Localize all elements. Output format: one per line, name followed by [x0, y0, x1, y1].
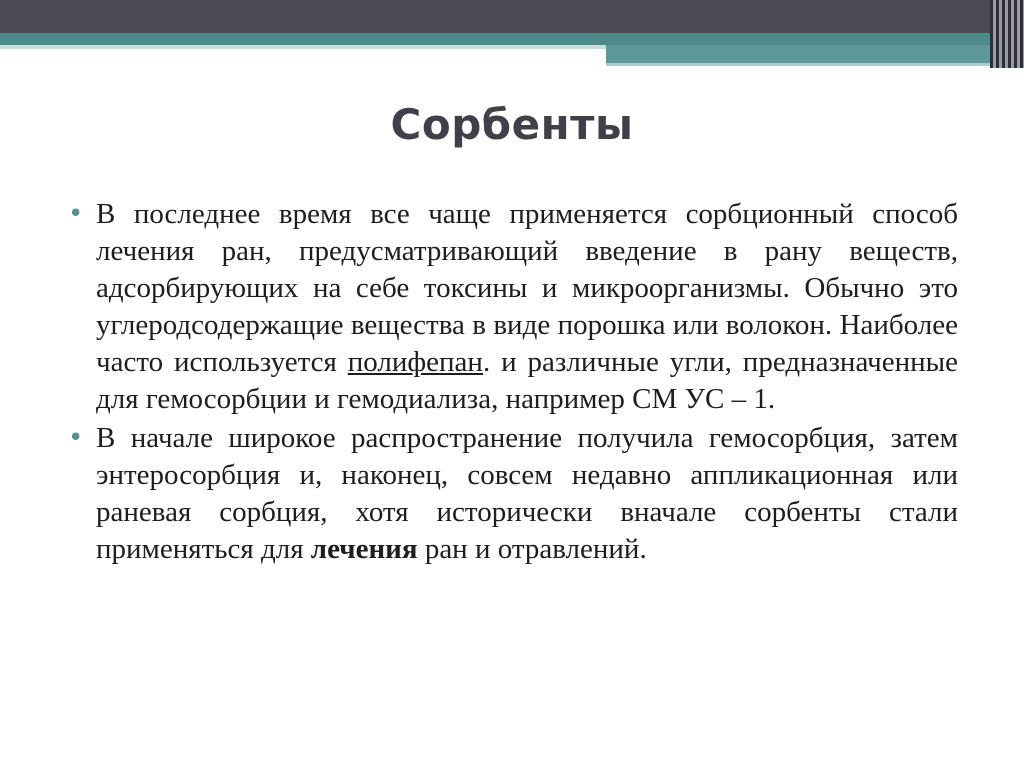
- bullet-text-part: В начале широкое распространение получила гемосорбция, затем энтеросорбция и, наконец, совсем недавно аппликационная или раневая сорбция, хотя исторически вначале сорбенты стали применяться для: [96, 422, 958, 565]
- underlined-term: полифепан: [347, 346, 483, 378]
- bullet-text: [96, 196, 958, 418]
- slide-title: Сорбенты: [390, 100, 634, 149]
- bullet-text-part: ран и отравлений.: [417, 533, 647, 565]
- bullet-dot-icon: •: [68, 199, 84, 229]
- header-band-teal: [0, 33, 1000, 45]
- header-band-dark: [0, 0, 1024, 33]
- bullet-item: [68, 420, 958, 568]
- header-band-accent: [606, 45, 1000, 63]
- bullet-dot-icon: •: [68, 423, 84, 453]
- bullet-text-part: . и различные угли, предназначенные для гемосорбции и гемодиализа, например СМ УС – 1.: [96, 346, 959, 415]
- bullet-text: [96, 420, 958, 568]
- bold-term: лечения: [310, 533, 418, 565]
- slide-content: [68, 196, 958, 570]
- header-band-accent-thin: [606, 63, 1000, 66]
- header-stripes-decoration: [990, 0, 1024, 68]
- bullet-text-part: В последнее время все чаще применяется сорбционный способ лечения ран, предусматривающий введение в рану веществ, адсорбирующих на себе токсины и микроорганизмы. Обычно это углеродсодержащие вещества в виде порошка или волокон. Наиболее часто используется: [96, 198, 958, 378]
- bullet-item: [68, 196, 958, 418]
